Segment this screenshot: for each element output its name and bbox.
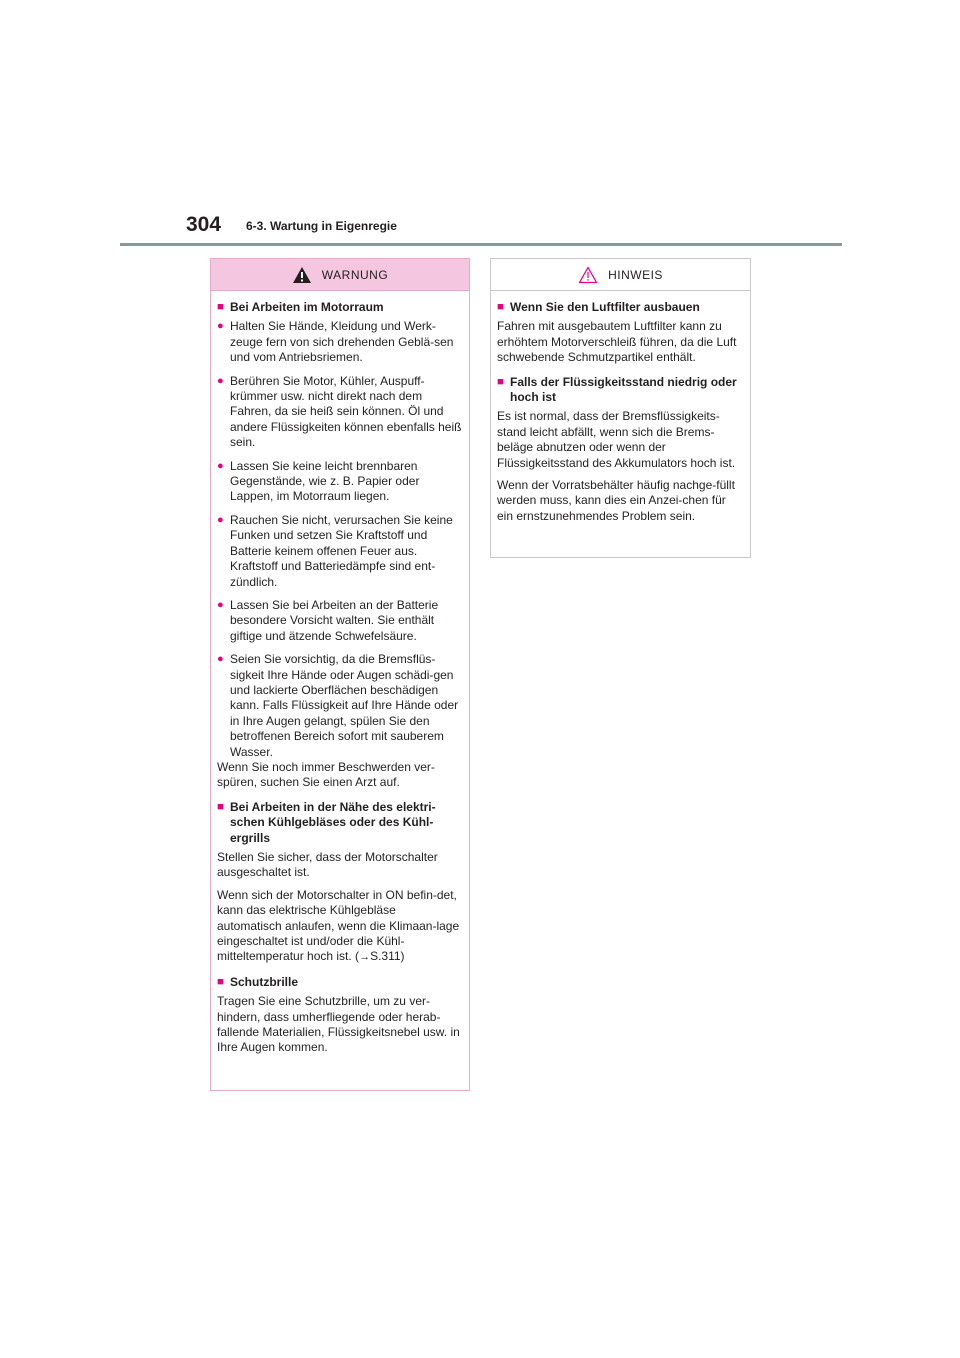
- warning-header: [211, 259, 469, 291]
- warning-triangle-icon: [292, 266, 312, 284]
- section-title: 6-3. Wartung in Eigenregie: [246, 219, 397, 233]
- circle-bullet-icon: ●: [217, 459, 224, 472]
- circle-bullet-icon: ●: [217, 653, 224, 666]
- list-item: ● Lassen Sie bei Arbeiten an der Batterie besondere Vorsicht walten. Sie enthält giftige und ätzende Schwefelsäure.: [217, 597, 439, 643]
- paragraph: Fahren mit ausgebautem Luftfilter kann zu erhöhtem Motorverschleiß führen, da die Luft schwebende Schmutzpartikel enthält.: [497, 319, 737, 365]
- square-bullet-icon: ■: [217, 975, 224, 988]
- list-item: ● Seien Sie vorsichtig, da die Bremsflüs-sigkeit Ihre Hände oder Augen schädi-gen und lackierte Oberflächen beschädigen kann. Falls Flüssigkeit auf Ihre Hände oder in Ihre Augen gelangt, spülen Sie den betroffenen Bereich sofort mit sauberem Wasser.: [217, 652, 459, 759]
- paragraph: Wenn Sie noch immer Beschwerden ver-spüren, suchen Sie einen Arzt auf.: [217, 759, 435, 790]
- page-reference-link[interactable]: S.311): [370, 949, 405, 964]
- warning-box: [210, 258, 470, 1091]
- section-heading: ■ Bei Arbeiten in der Nähe des elektri-schen Kühlgebläses oder des Kühl-ergrills: [217, 799, 436, 845]
- warning-body: [211, 291, 469, 1056]
- header-rule: [120, 243, 842, 246]
- notice-body: [491, 291, 750, 524]
- square-bullet-icon: ■: [497, 301, 504, 313]
- list-item: ● Lassen Sie keine leicht brennbaren Gegenstände, wie z. B. Papier oder Lappen, im Motorraum liegen.: [217, 458, 420, 504]
- list-item: ● Rauchen Sie nicht, verursachen Sie keine Funken und setzen Sie Kraftstoff und Batterie keinem offenen Feuer aus. Kraftstoff und Batteriedämpfe sind ent-zündlich.: [217, 512, 453, 589]
- paragraph: Wenn sich der Motorschalter in ON befin-det, kann das elektrische Kühlgebläse automatisch anlaufen, wenn die Klimaan-lage eingeschaltet ist und/oder die Kühl-mitteltemperatur hoch ist. (→S.311): [217, 887, 460, 964]
- paragraph: Wenn der Vorratsbehälter häufig nachge-füllt werden muss, kann dies ein Anzei-chen für ein ernstzunehmendes Problem sein.: [497, 478, 735, 523]
- list-item: ● Berühren Sie Motor, Kühler, Auspuff-krümmer usw. nicht direkt nach dem Fahren, da sie heiß sein können. Öl und andere Flüssigkeiten können ebenfalls heiß sein.: [217, 373, 462, 450]
- right-arrow-icon: →: [359, 951, 371, 964]
- notice-box: [490, 258, 751, 558]
- circle-bullet-icon: ●: [217, 320, 224, 333]
- section-heading: ■ Falls der Flüssigkeitsstand niedrig oder hoch ist: [497, 374, 737, 405]
- paragraph: Tragen Sie eine Schutzbrille, um zu ver-hindern, dass umherfliegende oder herab-fallende Materialien, Flüssigkeitsnebel usw. in Ihre Augen kommen.: [217, 994, 460, 1055]
- section-heading: ■ Wenn Sie den Luftfilter ausbauen: [497, 300, 700, 314]
- list-item: ● Halten Sie Hände, Kleidung und Werk-zeuge fern von sich drehenden Geblä-sen und vom Antriebsriemen.: [217, 319, 454, 365]
- circle-bullet-icon: ●: [217, 374, 224, 387]
- square-bullet-icon: ■: [497, 375, 504, 388]
- paragraph: Stellen Sie sicher, dass der Motorschalter ausgeschaltet ist.: [217, 850, 438, 880]
- circle-bullet-icon: ●: [217, 513, 224, 526]
- square-bullet-icon: ■: [217, 301, 224, 313]
- section-heading: ■ Schutzbrille: [217, 974, 299, 989]
- section-heading: ■ Bei Arbeiten im Motorraum: [217, 300, 384, 314]
- square-bullet-icon: ■: [217, 800, 224, 813]
- circle-bullet-icon: ●: [217, 598, 224, 611]
- caution-triangle-icon: [578, 266, 598, 284]
- page-number: 304: [186, 213, 222, 236]
- notice-title: HINWEIS: [608, 267, 663, 282]
- notice-header: [491, 259, 750, 291]
- warning-title: WARNUNG: [321, 267, 389, 282]
- paragraph: Es ist normal, dass der Bremsflüssigkeits-stand leicht abfällt, wenn sich die Brems-beläge abnutzen oder wenn der Flüssigkeitsstand des Akkumulators hoch ist.: [497, 409, 736, 470]
